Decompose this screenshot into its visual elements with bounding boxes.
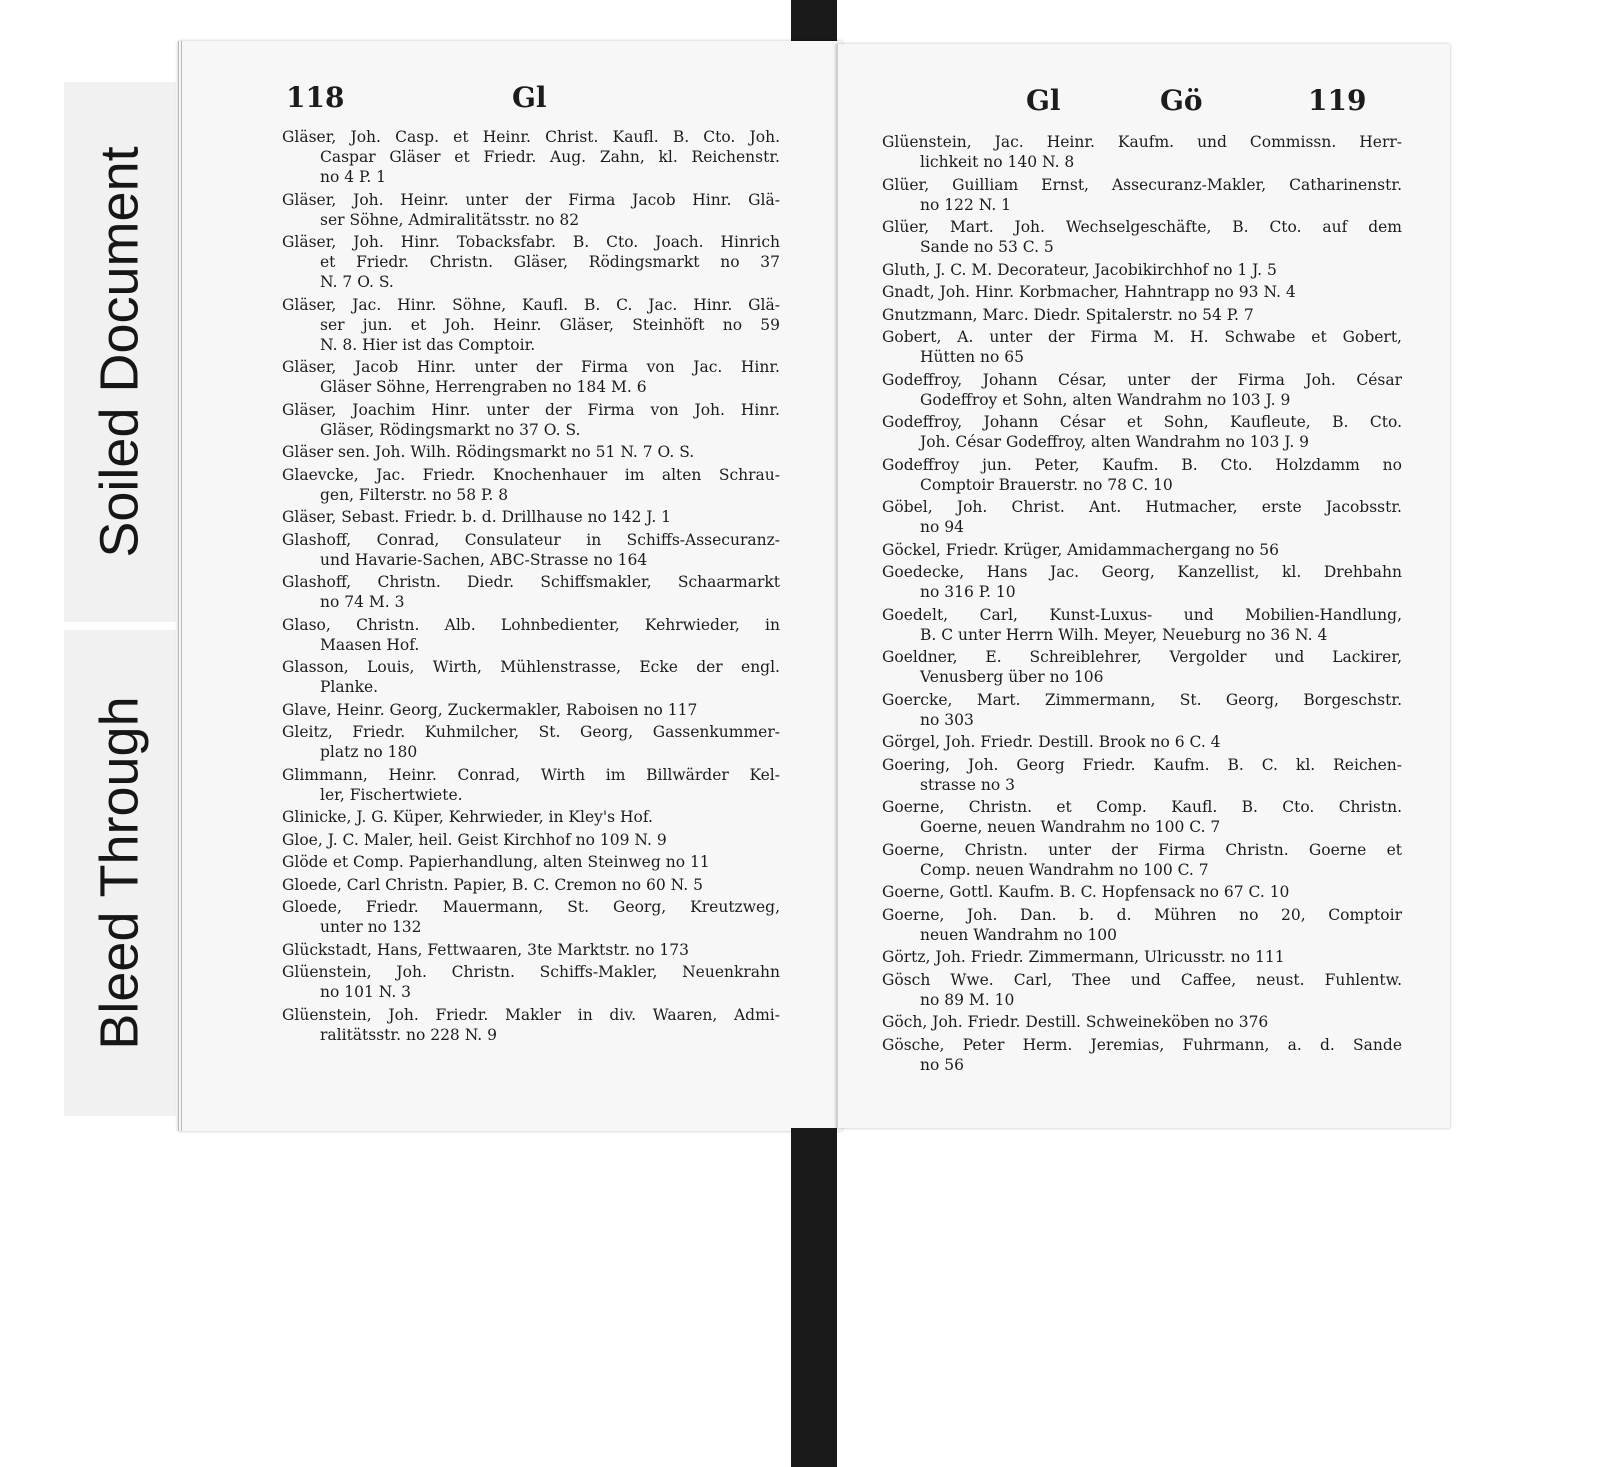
entry-line: Goering, Joh. Georg Friedr. Kaufm. B. C. kl. Reichen- <box>882 755 1402 774</box>
entry-line: Goerne, Gottl. Kaufm. B. C. Hopfensack no 67 C. 10 <box>882 883 1290 901</box>
entry-line: Goerne, Joh. Dan. b. d. Mühren no 20, Comptoir <box>882 905 1402 924</box>
entry-continuation-line: Godeffroy et Sohn, alten Wandrahm no 103 J. 9 <box>920 390 1291 409</box>
bleed-through-label-text: Bleed Through <box>90 696 150 1050</box>
directory-entry <box>282 657 780 697</box>
directory-entry <box>282 190 780 230</box>
entry-line: Goercke, Mart. Zimmermann, St. Georg, Borgeschstr. <box>882 690 1402 709</box>
entry-line: Göch, Joh. Friedr. Destill. Schweineköben no 376 <box>882 1013 1269 1031</box>
directory-entry <box>882 282 1402 302</box>
directory-entry <box>882 175 1402 215</box>
left-entry-list <box>282 127 780 1047</box>
entry-continuation-line: no 94 <box>920 518 964 536</box>
entry-continuation-line: Hütten no 65 <box>920 348 1025 366</box>
entry-line: Glasson, Louis, Wirth, Mühlenstrasse, Ecke der engl. <box>282 658 780 676</box>
entry-line: Gloede, Carl Christn. Papier, B. C. Cremon no 60 N. 5 <box>282 875 703 894</box>
entry-line: Glave, Heinr. Georg, Zuckermakler, Raboisen no 117 <box>282 700 698 719</box>
entry-line: Goerne, Christn. unter der Firma Christn. Goerne et <box>882 840 1402 859</box>
entry-line: Glüer, Guilliam Ernst, Assecuranz-Makler, Catharinenstr. <box>882 175 1402 194</box>
directory-entry <box>882 647 1402 687</box>
right-page <box>836 44 1450 1128</box>
directory-entry <box>282 765 780 805</box>
bleed-through-label <box>64 630 176 1116</box>
entry-line: Gläser sen. Joh. Wilh. Rödingsmarkt no 51 N. 7 O. S. <box>282 443 695 461</box>
entry-line: Glashoff, Conrad, Consulateur in Schiffs-Assecuranz- <box>282 530 780 549</box>
left-page-header <box>182 81 842 121</box>
entry-line: Gnadt, Joh. Hinr. Korbmacher, Hahntrapp no 93 N. 4 <box>882 283 1296 301</box>
entry-line: Gläser, Joh. Hinr. Tobacksfabr. B. Cto. Joach. Hinrich <box>282 233 780 251</box>
entry-line: Goedelt, Carl, Kunst-Luxus- und Mobilien-Handlung, <box>882 605 1402 624</box>
entry-line: Goeldner, E. Schreiblehrer, Vergolder und Lackirer, <box>882 648 1402 666</box>
entry-line: Glashoff, Christn. Diedr. Schiffsmakler, Schaarmarkt <box>282 573 780 591</box>
entry-continuation-line: Maasen Hof. <box>320 635 420 654</box>
directory-entry <box>282 572 780 612</box>
entry-continuation-line: N. 8. Hier ist das Comptoir. <box>320 335 536 354</box>
soiled-document-label-text: Soiled Document <box>90 146 151 558</box>
entry-continuation-line: no 101 N. 3 <box>320 983 412 1001</box>
directory-entry <box>882 732 1402 752</box>
directory-entry <box>882 1035 1402 1075</box>
entry-continuation-line: no 303 <box>920 710 974 729</box>
left-running-head: Gl <box>512 81 547 114</box>
entry-continuation-line: no 316 P. 10 <box>920 583 1016 601</box>
directory-entry <box>882 840 1402 880</box>
entry-line: Gnutzmann, Marc. Diedr. Spitalerstr. no 54 P. 7 <box>882 305 1254 324</box>
directory-entry <box>282 830 780 850</box>
entry-line: Gläser, Joh. Casp. et Heinr. Christ. Kaufl. B. Cto. Joh. <box>282 128 780 146</box>
entry-line: Gösch Wwe. Carl, Thee und Caffee, neust. Fuhlentw. <box>882 970 1402 989</box>
directory-entry <box>882 327 1402 367</box>
entry-line: Godeffroy, Johann César et Sohn, Kaufleute, B. Cto. <box>882 413 1402 431</box>
directory-entry <box>282 357 780 397</box>
directory-entry <box>882 797 1402 837</box>
entry-line: Gläser, Sebast. Friedr. b. d. Drillhause no 142 J. 1 <box>282 508 672 526</box>
entry-continuation-line: neuen Wandrahm no 100 <box>920 925 1118 944</box>
entry-continuation-line: ler, Fischertwiete. <box>320 785 463 804</box>
entry-line: Gleitz, Friedr. Kuhmilcher, St. Georg, Gassenkummer- <box>282 723 780 741</box>
right-running-head-left: Gl <box>1026 84 1061 117</box>
entry-continuation-line: strasse no 3 <box>920 775 1015 794</box>
directory-entry <box>882 690 1402 730</box>
directory-entry <box>882 305 1402 325</box>
entry-line: Görtz, Joh. Friedr. Zimmermann, Ulricusstr. no 111 <box>882 948 1285 966</box>
directory-entry <box>282 852 780 872</box>
entry-line: Glüenstein, Jac. Heinr. Kaufm. und Commissn. Herr- <box>882 133 1402 151</box>
directory-entry <box>282 962 780 1002</box>
entry-continuation-line: Gläser, Rödingsmarkt no 37 O. S. <box>320 420 581 439</box>
directory-entry <box>282 530 780 570</box>
directory-entry <box>882 260 1402 280</box>
entry-continuation-line: und Havarie-Sachen, ABC-Strasse no 164 <box>320 550 648 569</box>
directory-entry <box>882 370 1402 410</box>
entry-line: Glimmann, Heinr. Conrad, Wirth im Billwärder Kel- <box>282 765 780 784</box>
entry-line: Glüenstein, Joh. Christn. Schiffs-Makler, Neuenkrahn <box>282 963 780 981</box>
directory-entry <box>882 605 1402 645</box>
right-running-head-right: Gö <box>1160 84 1203 117</box>
entry-line: Glüenstein, Joh. Friedr. Makler in div. Waaren, Admi- <box>282 1005 780 1024</box>
entry-continuation-line: Caspar Gläser et Friedr. Aug. Zahn, kl. Reichenstr. <box>320 148 780 166</box>
entry-continuation-line: et Friedr. Christn. Gläser, Rödingsmarkt no 37 <box>320 253 780 271</box>
entry-continuation-line: Gläser Söhne, Herrengraben no 184 M. 6 <box>320 378 647 396</box>
entry-line: Glückstadt, Hans, Fettwaaren, 3te Marktstr. no 173 <box>282 940 689 959</box>
directory-entry <box>282 295 780 355</box>
entry-continuation-line: Comp. neuen Wandrahm no 100 C. 7 <box>920 860 1209 879</box>
directory-entry <box>882 217 1402 257</box>
entry-line: Gösche, Peter Herm. Jeremias, Fuhrmann, a. d. Sande <box>882 1035 1402 1054</box>
directory-entry <box>882 1012 1402 1032</box>
entry-continuation-line: Comptoir Brauerstr. no 78 C. 10 <box>920 475 1173 494</box>
directory-entry <box>282 722 780 762</box>
entry-continuation-line: Venusberg über no 106 <box>920 668 1104 686</box>
entry-continuation-line: ralitätsstr. no 228 N. 9 <box>320 1025 498 1044</box>
entry-line: Gloe, J. C. Maler, heil. Geist Kirchhof no 109 N. 9 <box>282 830 667 849</box>
book-spine-bottom <box>791 1128 837 1467</box>
directory-entry <box>882 455 1402 495</box>
directory-entry <box>882 755 1402 795</box>
entry-continuation-line: N. 7 O. S. <box>320 273 394 291</box>
entry-continuation-line: Goerne, neuen Wandrahm no 100 C. 7 <box>920 818 1221 836</box>
entry-continuation-line: no 89 M. 10 <box>920 990 1015 1009</box>
directory-entry <box>282 400 780 440</box>
directory-entry <box>882 970 1402 1010</box>
entry-line: Gläser, Jac. Hinr. Söhne, Kaufl. B. C. Jac. Hinr. Glä- <box>282 295 780 314</box>
entry-line: Glaso, Christn. Alb. Lohnbedienter, Kehrwieder, in <box>282 615 780 634</box>
directory-entry <box>282 507 780 527</box>
directory-entry <box>282 615 780 655</box>
entry-continuation-line: no 56 <box>920 1055 964 1074</box>
entry-continuation-line: ser Söhne, Admiralitätsstr. no 82 <box>320 210 580 229</box>
directory-entry <box>282 232 780 292</box>
entry-line: Glüer, Mart. Joh. Wechselgeschäfte, B. Cto. auf dem <box>882 218 1402 236</box>
entry-continuation-line: Sande no 53 C. 5 <box>920 238 1054 256</box>
entry-line: Görgel, Joh. Friedr. Destill. Brook no 6 C. 4 <box>882 733 1221 751</box>
soiled-document-label <box>64 82 176 622</box>
right-page-header <box>838 84 1450 124</box>
directory-entry <box>882 412 1402 452</box>
entry-line: Gloede, Friedr. Mauermann, St. Georg, Kreutzweg, <box>282 898 780 916</box>
directory-entry <box>282 127 780 187</box>
directory-entry <box>882 540 1402 560</box>
directory-entry <box>282 1005 780 1045</box>
entry-continuation-line: B. C unter Herrn Wilh. Meyer, Neueburg no 36 N. 4 <box>920 625 1328 644</box>
entry-line: Gobert, A. unter der Firma M. H. Schwabe et Gobert, <box>882 328 1402 346</box>
entry-continuation-line: no 4 P. 1 <box>320 168 387 186</box>
right-entry-list <box>882 132 1402 1077</box>
directory-entry <box>882 905 1402 945</box>
directory-entry <box>282 700 780 720</box>
entry-continuation-line: no 122 N. 1 <box>920 195 1012 214</box>
entry-continuation-line: ser jun. et Joh. Heinr. Gläser, Steinhöft no 59 <box>320 315 780 334</box>
entry-line: Glöde et Comp. Papierhandlung, alten Steinweg no 11 <box>282 853 710 871</box>
entry-line: Goerne, Christn. et Comp. Kaufl. B. Cto. Christn. <box>882 798 1402 816</box>
directory-entry <box>882 882 1402 902</box>
entry-continuation-line: no 74 M. 3 <box>320 593 405 611</box>
entry-continuation-line: Planke. <box>320 678 379 696</box>
directory-entry <box>882 132 1402 172</box>
entry-continuation-line: unter no 132 <box>320 918 422 936</box>
entry-line: Göckel, Friedr. Krüger, Amidammachergang no 56 <box>882 540 1280 559</box>
directory-entry <box>282 940 780 960</box>
directory-entry <box>282 442 780 462</box>
entry-line: Göbel, Joh. Christ. Ant. Hutmacher, erste Jacobsstr. <box>882 498 1402 516</box>
directory-entry <box>882 497 1402 537</box>
entry-line: Glinicke, J. G. Küper, Kehrwieder, in Kley's Hof. <box>282 808 653 826</box>
entry-line: Godeffroy, Johann César, unter der Firma Joh. César <box>882 370 1402 389</box>
directory-entry <box>282 807 780 827</box>
entry-continuation-line: lichkeit no 140 N. 8 <box>920 153 1075 171</box>
directory-entry <box>882 947 1402 967</box>
entry-line: Glaevcke, Jac. Friedr. Knochenhauer im alten Schrau- <box>282 465 780 484</box>
directory-entry <box>282 875 780 895</box>
entry-line: Goedecke, Hans Jac. Georg, Kanzellist, kl. Drehbahn <box>882 563 1402 581</box>
directory-entry <box>282 897 780 937</box>
entry-line: Gläser, Joh. Heinr. unter der Firma Jacob Hinr. Glä- <box>282 190 780 209</box>
entry-continuation-line: platz no 180 <box>320 743 418 761</box>
left-page <box>178 41 842 1131</box>
entry-line: Gluth, J. C. M. Decorateur, Jacobikirchhof no 1 J. 5 <box>882 260 1277 279</box>
entry-line: Gläser, Jacob Hinr. unter der Firma von Jac. Hinr. <box>282 358 780 376</box>
entry-continuation-line: gen, Filterstr. no 58 P. 8 <box>320 485 509 504</box>
right-page-number: 119 <box>1308 84 1367 117</box>
entry-line: Gläser, Joachim Hinr. unter der Firma von Joh. Hinr. <box>282 400 780 419</box>
directory-entry <box>882 562 1402 602</box>
entry-continuation-line: Joh. César Godeffroy, alten Wandrahm no 103 J. 9 <box>920 433 1310 451</box>
entry-line: Godeffroy jun. Peter, Kaufm. B. Cto. Holzdamm no <box>882 455 1402 474</box>
left-page-number: 118 <box>286 81 345 114</box>
directory-entry <box>282 465 780 505</box>
